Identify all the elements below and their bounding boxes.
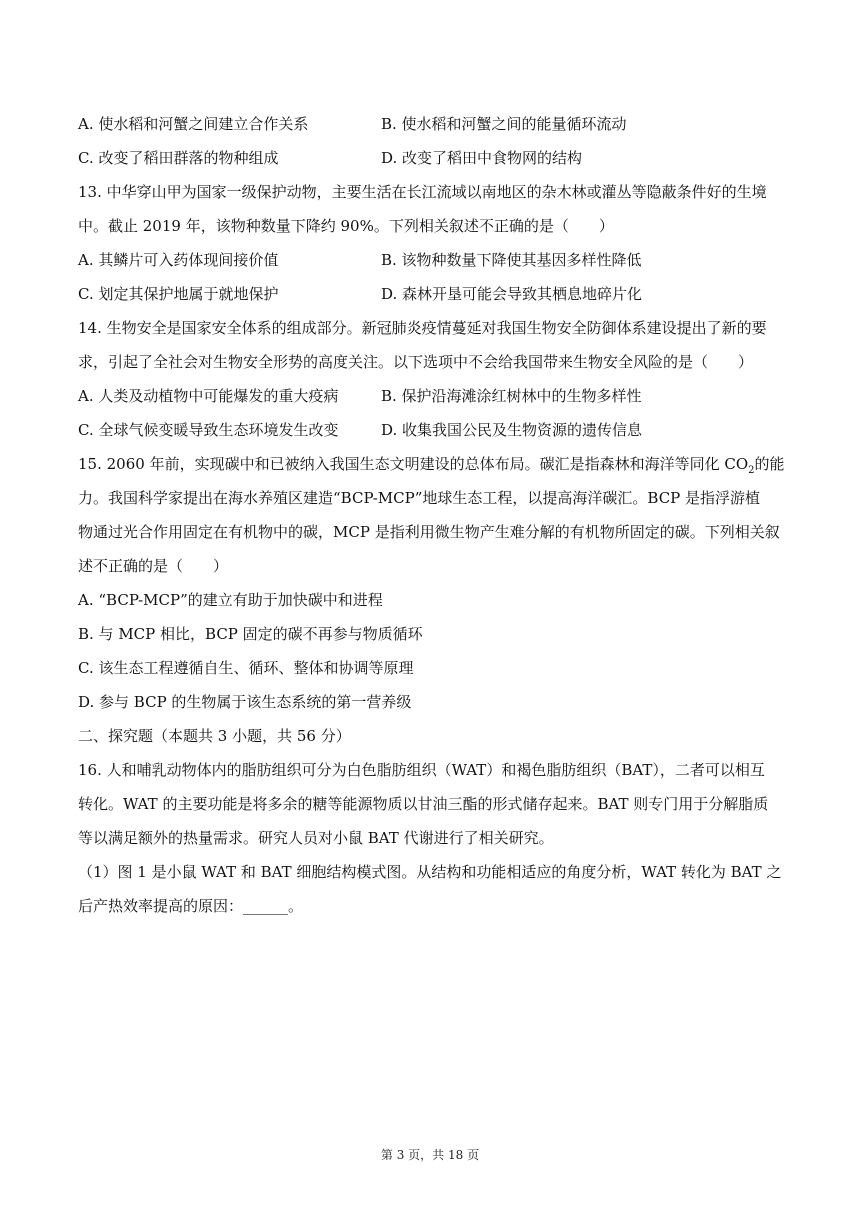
q14-option-a: A. 人类及动植物中可能爆发的重大疫病	[78, 387, 339, 405]
q15-stem-line-1-text: 15. 2060 年前，实现碳中和已被纳入我国生态文明建设的总体布局。碳汇是指森林和海洋等同化 CO	[78, 455, 749, 473]
q13-option-a: A. 其鳞片可入药体现间接价值	[78, 251, 279, 269]
q16-stem-line-1: 16. 人和哺乳动物体内的脂肪组织可分为白色脂肪组织（WAT）和褐色脂肪组织（BAT），二者可以相互	[78, 761, 765, 779]
q14-options-row-2	[78, 413, 784, 447]
q16-stem-line-3: 等以满足额外的热量需求。研究人员对小鼠 BAT 代谢进行了相关研究。	[78, 829, 554, 847]
q16-subquestion-1-line-2: 后产热效率提高的原因：______。	[78, 897, 304, 915]
q13-options-row-1	[78, 243, 784, 277]
q15-option-b: B. 与 MCP 相比，BCP 固定的碳不再参与物质循环	[78, 625, 423, 643]
q12-option-a: A. 使水稻和河蟹之间建立合作关系	[78, 115, 309, 133]
q15-stem-line-1-end: 的能	[754, 455, 785, 473]
q12-option-d: D. 改变了稻田中食物网的结构	[381, 149, 583, 167]
q14-options-row-1	[78, 379, 784, 413]
co2-subscript: 2	[748, 465, 755, 476]
q16-stem-line-2: 转化。WAT 的主要功能是将多余的糖等能源物质以甘油三酯的形式储存起来。BAT 则专门用于分解脂质	[78, 795, 769, 813]
q15-stem-line-2: 力。我国科学家提出在海水养殖区建造“BCP-MCP”地球生态工程，以提高海洋碳汇。BCP 是指浮游植	[78, 489, 761, 507]
section-heading: 二、探究题（本题共 3 小题，共 56 分）	[78, 727, 351, 745]
q13-stem-line-2: 中。截止 2019 年，该物种数量下降约 90%。下列相关叙述不正确的是（ ）	[78, 217, 614, 235]
q15-stem-line-1	[78, 447, 784, 481]
q13-option-c: C. 划定其保护地属于就地保护	[78, 285, 279, 303]
q13-option-b: B. 该物种数量下降使其基因多样性降低	[381, 251, 642, 269]
q12-options-row-2	[78, 141, 784, 175]
page-content	[78, 107, 784, 923]
q12-option-b: B. 使水稻和河蟹之间的能量循环流动	[381, 115, 627, 133]
q12-options-row-1	[78, 107, 784, 141]
q14-option-b: B. 保护沿海滩涂红树林中的生物多样性	[381, 387, 642, 405]
q15-stem-line-3: 物通过光合作用固定在有机物中的碳，MCP 是指利用微生物产生难分解的有机物所固定的碳。下列相关叙	[78, 523, 780, 541]
q14-option-d: D. 收集我国公民及生物资源的遗传信息	[381, 421, 643, 439]
q15-option-a: A. “BCP-MCP”的建立有助于加快碳中和进程	[78, 591, 383, 609]
q13-options-row-2	[78, 277, 784, 311]
q16-subquestion-1-line-1: （1）图 1 是小鼠 WAT 和 BAT 细胞结构模式图。从结构和功能相适应的角度分析，WAT 转化为 BAT 之	[78, 863, 782, 881]
q14-stem-line-1: 14. 生物安全是国家安全体系的组成部分。新冠肺炎疫情蔓延对我国生物安全防御体系建设提出了新的要	[78, 319, 767, 337]
q15-option-c: C. 该生态工程遵循自生、循环、整体和协调等原理	[78, 659, 414, 677]
q13-stem-line-1: 13. 中华穿山甲为国家一级保护动物，主要生活在长江流域以南地区的杂木林或灌丛等隐蔽条件好的生境	[78, 183, 767, 201]
q15-stem-line-4: 述不正确的是（ ）	[78, 557, 229, 575]
q13-option-d: D. 森林开垦可能会导致其栖息地碎片化	[381, 285, 643, 303]
q14-option-c: C. 全球气候变暖导致生态环境发生改变	[78, 421, 339, 439]
page-number-footer: 第 3 页，共 18 页	[380, 1148, 480, 1162]
q12-option-c: C. 改变了稻田群落的物种组成	[78, 149, 279, 167]
q15-option-d: D. 参与 BCP 的生物属于该生态系统的第一营养级	[78, 693, 412, 711]
q14-stem-line-2: 求，引起了全社会对生物安全形势的高度关注。以下选项中不会给我国带来生物安全风险的是（ ）	[78, 353, 754, 371]
